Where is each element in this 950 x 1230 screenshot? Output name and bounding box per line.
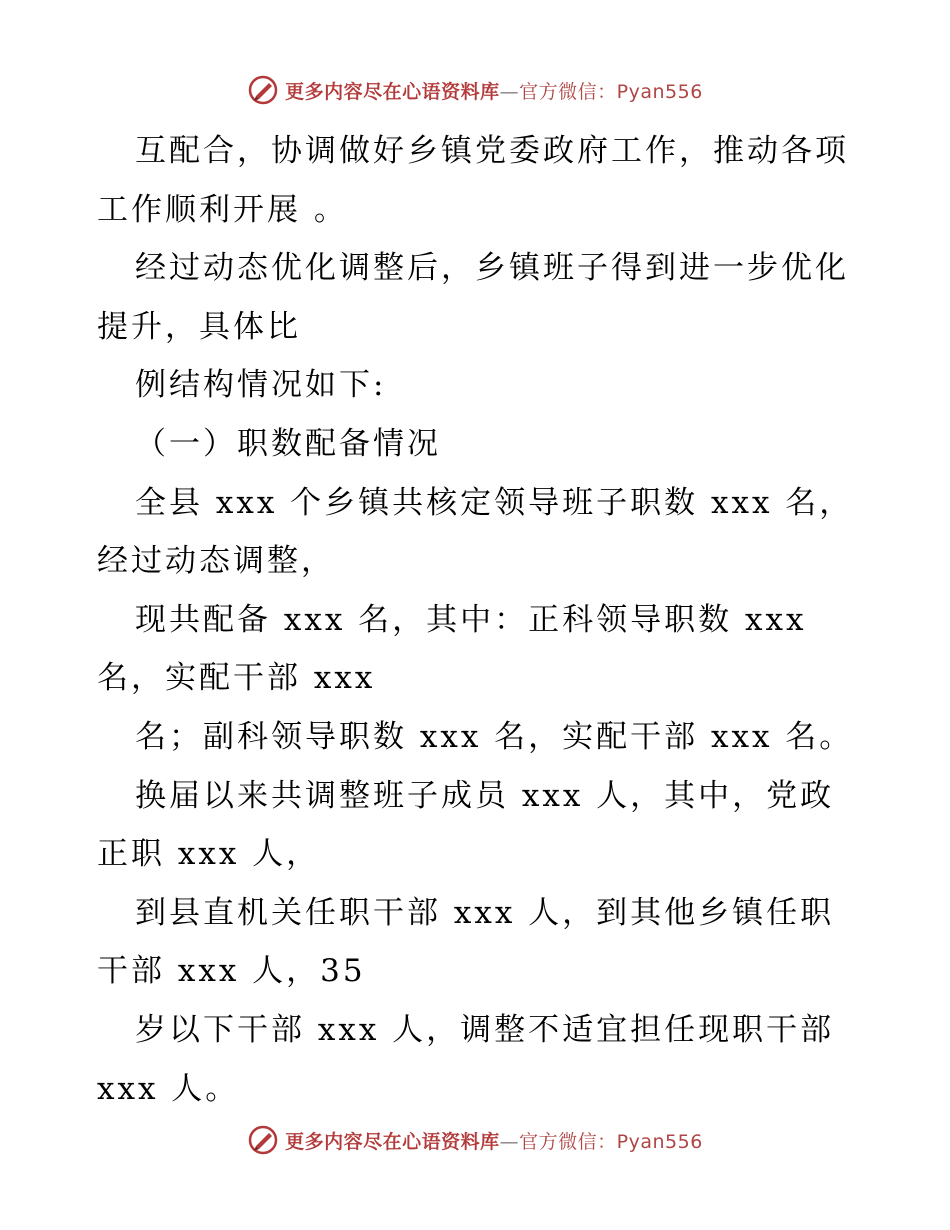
- paragraph-line: 全县 xxx 个乡镇共核定领导班子职数 xxx 名，: [135, 484, 854, 521]
- section-heading: （一）职数配备情况: [135, 425, 441, 462]
- paragraph-line: 干部 xxx 人，35: [97, 953, 366, 990]
- header-dash: —: [499, 80, 520, 103]
- header-banner: [0, 70, 950, 110]
- pen-in-circle-logo-icon: [247, 74, 279, 106]
- paragraph-line: 换届以来共调整班子成员 xxx 人，其中，党政: [135, 777, 835, 814]
- paragraph-line: 例结构情况如下:: [135, 367, 387, 404]
- header-brand: 更多内容尽在心语资料库: [285, 80, 500, 103]
- paragraph-line: 工作顺利开展 。: [97, 191, 348, 228]
- paragraph-line: 名；副科领导职数 xxx 名，实配干部 xxx 名。: [135, 718, 854, 755]
- paragraph-line: 现共配备 xxx 名，其中：正科领导职数 xxx: [135, 601, 807, 638]
- footer-banner: [0, 1120, 950, 1160]
- paragraph-line: 经过动态调整，: [97, 543, 335, 580]
- pen-in-circle-logo-icon: [247, 1124, 279, 1156]
- paragraph-line: 到县直机关任职干部 xxx 人，到其他乡镇任职: [135, 894, 835, 931]
- footer-brand: 更多内容尽在心语资料库: [285, 1130, 500, 1153]
- header-wechat: 官方微信：Pyan556: [519, 80, 703, 103]
- document-body: [97, 122, 857, 1118]
- paragraph-line: 正职 xxx 人，: [97, 836, 321, 873]
- paragraph-line: 名，实配干部 xxx: [97, 660, 376, 697]
- paragraph-line: 经过动态优化调整后，乡镇班子得到进一步优化: [135, 250, 849, 287]
- paragraph-line: 岁以下干部 xxx 人，调整不适宜担任现职干部: [135, 1011, 835, 1048]
- footer-wechat: 官方微信：Pyan556: [519, 1130, 703, 1153]
- header-text: [285, 77, 703, 104]
- footer-text: [285, 1127, 703, 1154]
- paragraph-line: 提升，具体比: [97, 308, 301, 345]
- paragraph-line: xxx 人。: [97, 1070, 240, 1107]
- footer-dash: —: [499, 1130, 520, 1153]
- paragraph-line: 互配合，协调做好乡镇党委政府工作，推动各项: [135, 133, 849, 169]
